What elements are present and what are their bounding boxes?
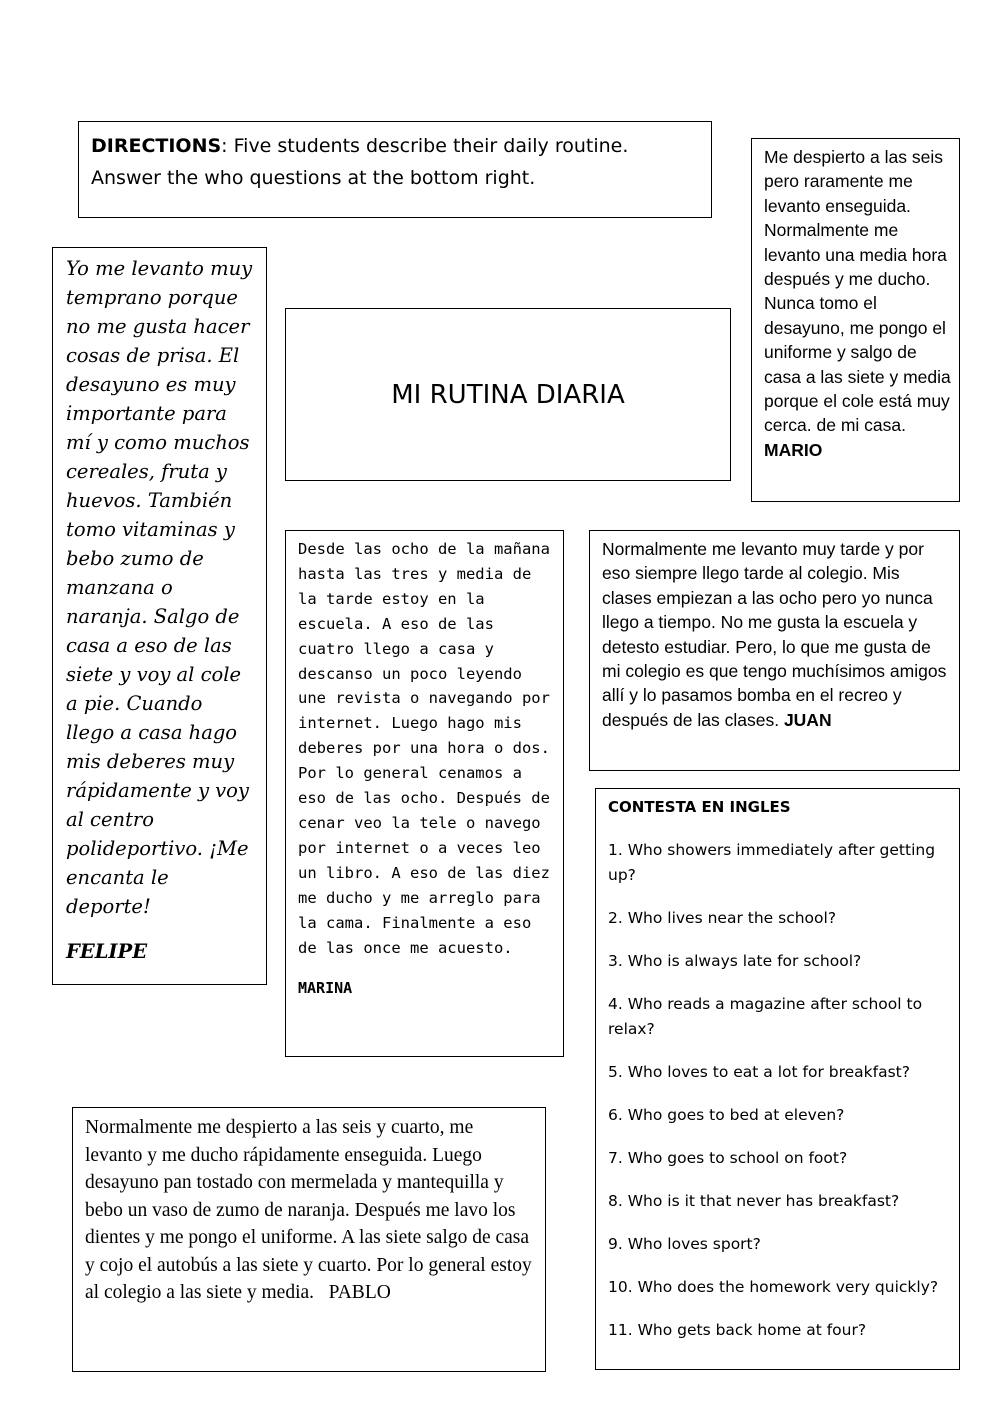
juan-text: Normalmente me levanto muy tarde y por eso siempre llego tarde al colegio. Mis clases empiezan a las ocho pero yo nunca llego a tiempo. No me gusta la escuela y detesto estudiar. Pero, lo que me gusta de mi colegio es que tengo muchísimos amigos allí y lo pasamos bomba en el recreo y después de las clases.	[602, 539, 947, 730]
worksheet-title: MI RUTINA DIARIA	[391, 379, 625, 410]
directions-text: : Five students describe their daily routine. Answer the who questions at the bottom right.	[91, 135, 629, 189]
question-item: 7. Who goes to school on foot?	[608, 1149, 848, 1167]
pablo-text: Normalmente me despierto a las seis y cuarto, me levanto y me ducho rápidamente enseguida. Luego desayuno pan tostado con mermelada y mantequilla y bebo un vaso de zumo de naranja. Después me lavo los dientes y me pongo el uniforme. A las siete salgo de casa y cojo el autobús a las siete y cuarto. Por lo general estoy al colegio a las siete y media.	[85, 1117, 532, 1303]
question-item: 4. Who reads a magazine after school to relax?	[608, 995, 923, 1038]
questions-box	[595, 788, 960, 1370]
mario-text-box	[751, 138, 960, 502]
question-item: 2. Who lives near the school?	[608, 909, 837, 927]
question-item: 1. Who showers immediately after getting up?	[608, 841, 936, 884]
question-item: 11. Who gets back home at four?	[608, 1321, 867, 1339]
questions-title: CONTESTA EN INGLES	[608, 798, 791, 816]
felipe-signature: FELIPE	[66, 940, 148, 963]
pablo-signature: PABLO	[328, 1282, 391, 1303]
pablo-text-box	[72, 1107, 546, 1372]
directions-label: DIRECTIONS	[91, 135, 222, 157]
marina-text-box	[285, 530, 564, 1057]
question-item: 8. Who is it that never has breakfast?	[608, 1192, 900, 1210]
felipe-text: Yo me levanto muy temprano porque no me gusta hacer cosas de prisa. El desayuno es muy importante para mí y como muchos cereales, fruta y huevos. También tomo vitaminas y bebo zumo de manzana o naranja. Salgo de casa a eso de las siete y voy al cole a pie. Cuando llego a casa hago mis deberes muy rápidamente y voy al centro polideportivo. ¡Me encanta le deporte!	[66, 257, 253, 918]
juan-signature: JUAN	[783, 709, 832, 730]
marina-signature: MARINA	[298, 979, 353, 998]
mario-signature: MARIO	[764, 439, 823, 460]
worksheet-title-box	[285, 308, 731, 481]
question-item: 10. Who does the homework very quickly?	[608, 1278, 939, 1296]
directions-box	[78, 121, 712, 218]
mario-text: Me despierto a las seis pero raramente me levanto enseguida. Normalmente me levanto una media hora después y me ducho. Nunca tomo el desayuno, me pongo el uniforme y salgo de casa a las siete y media porque el cole está muy cerca. de mi casa.	[764, 147, 951, 436]
question-item: 3. Who is always late for school?	[608, 952, 862, 970]
question-item: 5. Who loves to eat a lot for breakfast?	[608, 1063, 910, 1081]
marina-text: Desde las ocho de la mañana hasta las tres y media de la tarde estoy en la escuela. A eso de las cuatro llego a casa y descanso un poco leyendo une revista o navegando por internet. Luego hago mis deberes por una hora o dos. Por lo general cenamos a eso de las ocho. Después de cenar veo la tele o navego por internet o a veces leo un libro. A eso de las diez me ducho y me arreglo para la cama. Finalmente a eso de las once me acuesto.	[298, 540, 550, 957]
question-item: 6. Who goes to bed at eleven?	[608, 1106, 845, 1124]
juan-text-box	[589, 530, 960, 771]
question-item: 9. Who loves sport?	[608, 1235, 761, 1253]
felipe-text-box	[52, 247, 267, 985]
